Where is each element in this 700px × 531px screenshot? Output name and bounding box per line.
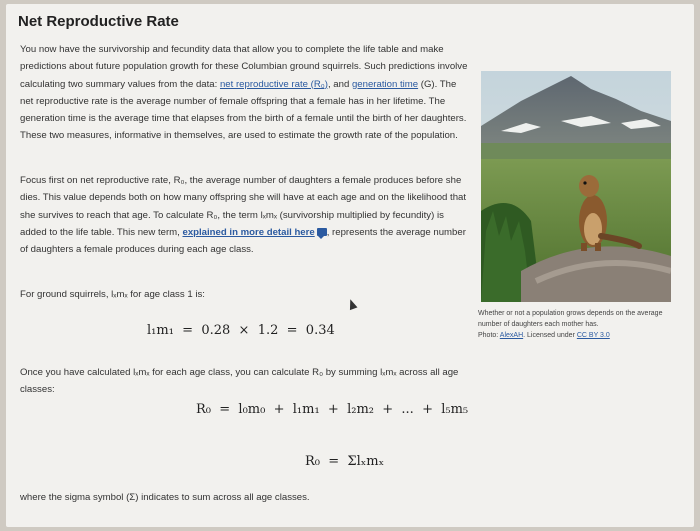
page-title: Net Reproductive Rate [18, 13, 179, 30]
equation-r0-sigma: R₀ = Σlₓmₓ [305, 454, 385, 469]
sigma-note: where the sigma symbol (Σ) indicates to sum across all age classes. [20, 492, 310, 503]
equation-r0-expanded: R₀ = l₀m₀ + l₁m₁ + l₂m₂ + ... + l₅m₅ [196, 402, 469, 417]
author-link[interactable]: AlexAH [499, 332, 524, 339]
focus-text-2: , represents the average number of daughters a female produces during each age class. [20, 226, 466, 256]
focus-text-1: Focus first on net reproductive rate, R₀, the average number of daughters a female produces before she dies. This value depends both on how many offspring she will have at each age and on the likelihood that she survives to reach that age. To calculate R₀, the term lₓmₓ (survivorship multiplied by fecundity) is added to the life table. This new term, [20, 175, 467, 238]
net-reproductive-rate-link[interactable]: net reproductive rate (R₀) [219, 78, 328, 90]
comment-icon[interactable] [317, 228, 327, 236]
intro-paragraph [20, 41, 470, 145]
photo-credit [478, 330, 678, 341]
explained-more-detail-link[interactable]: explained in more detail here [182, 226, 315, 238]
age-class-intro: For ground squirrels, lₓmₓ for age class 1 is: [20, 289, 205, 300]
license-link[interactable]: CC BY 3.0 [576, 332, 610, 339]
photo-label: Photo: [478, 332, 500, 339]
focus-paragraph [20, 172, 470, 258]
equation-l1m1: l₁m₁ = 0.28 × 1.2 = 0.34 [147, 323, 335, 338]
photo-caption [478, 308, 678, 341]
caption-text: Whether or not a population grows depends on the average number of daughters each mother has. [478, 310, 663, 328]
licensed-text: . Licensed under [523, 332, 577, 339]
intro-text-1: You now have the survivorship and fecundity data that allow you to complete the life table and make predictions about future population growth for these Columbian ground squirrels. Such predictions involve calculating two summary values from the data: [20, 44, 468, 90]
generation-time-link[interactable]: generation time [351, 78, 419, 90]
summing-paragraph: Once you have calculated lₓmₓ for each age class, you can calculate R₀ by summing lₓmₓ across all age classes: [20, 367, 459, 396]
intro-text-3: (G). The net reproductive rate is the average number of female offspring that a female has in her lifetime. The generation time is the average time that elapses from the birth of a female until the birth of her daughters. These two measures, informative in themselves, are used to estimate the growth rate of the population. [20, 78, 467, 142]
ground-squirrel-photo [481, 71, 671, 302]
intro-text-2: , and [327, 78, 352, 90]
